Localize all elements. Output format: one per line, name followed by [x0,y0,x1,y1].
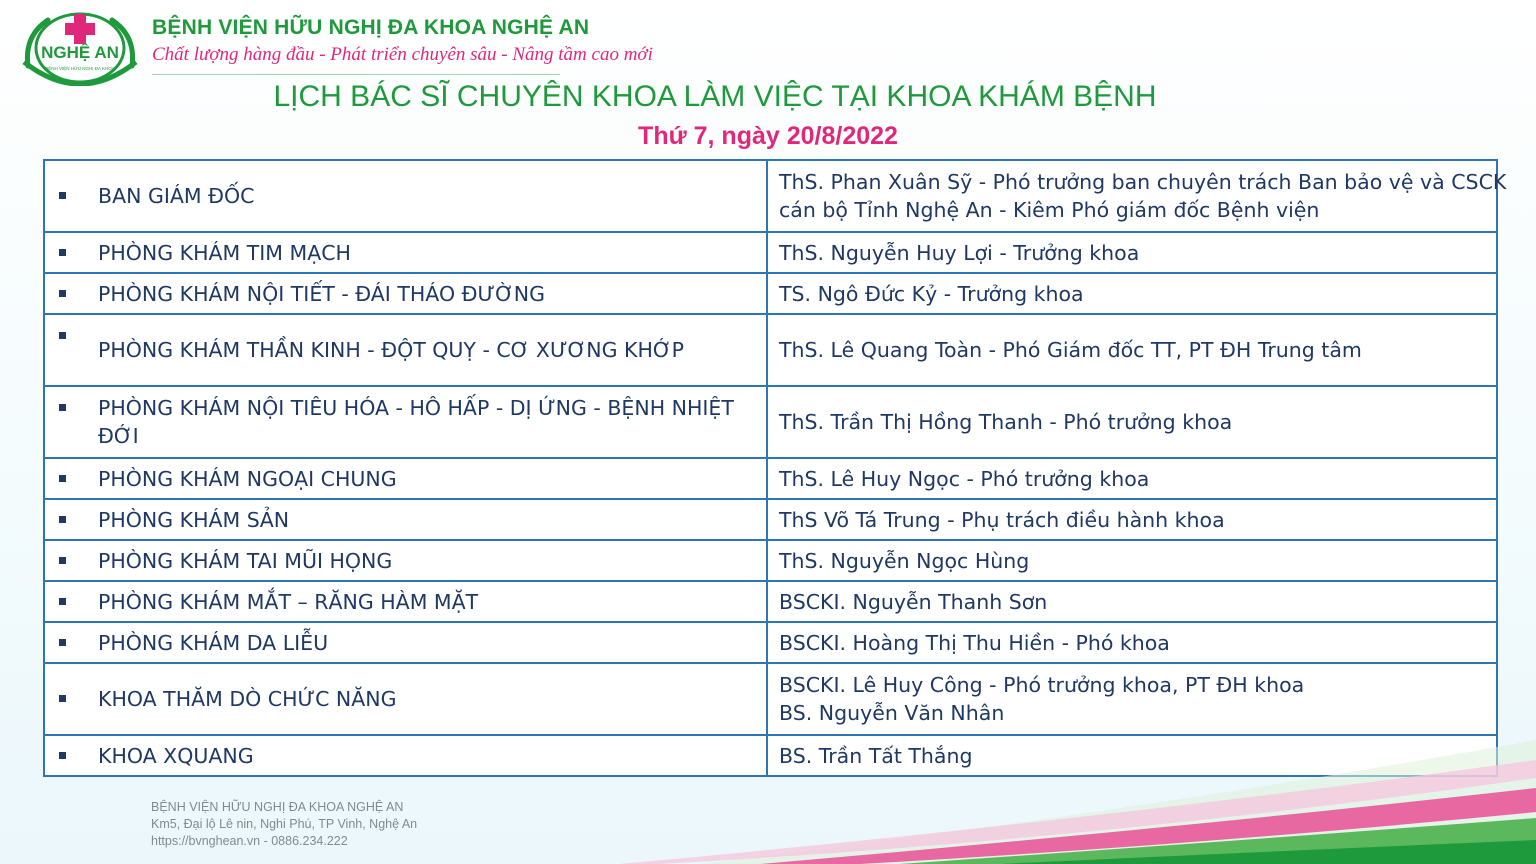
table-row [44,314,1497,386]
doctor-cell: ThS Võ Tá Trung - Phụ trách điều hành khoa [767,499,1497,540]
doctor-cell: ThS. Nguyễn Huy Lợi - Trưởng khoa [767,232,1497,273]
table-row [44,273,1497,314]
department-cell: KHOA THĂM DÒ CHỨC NĂNG [44,663,767,735]
department-cell: PHÒNG KHÁM TIM MẠCH [44,232,767,273]
doctor-cell: ThS. Phan Xuân Sỹ - Phó trưởng ban chuyên trách Ban bảo vệ và CSCK cán bộ Tỉnh Nghệ An - Kiêm Phó giám đốc Bệnh viện [767,160,1497,232]
bullet-icon [59,475,66,482]
department-cell: PHÒNG KHÁM THẦN KINH - ĐỘT QUỴ - CƠ XƯƠNG KHỚP [44,314,767,386]
bullet-icon [59,290,66,297]
footer-address-line: Km5, Đại lộ Lê nin, Nghi Phú, TP Vinh, Nghệ An [151,817,418,831]
bullet-icon [59,192,66,199]
table-row [44,232,1497,273]
department-cell: PHÒNG KHÁM NGOẠI CHUNG [44,458,767,499]
table-row [44,499,1497,540]
department-cell: PHÒNG KHÁM MẮT – RĂNG HÀM MẶT [44,581,767,622]
slogan: Chất lượng hàng đầu - Phát triển chuyên sâu - Nâng tầm cao mới [152,44,653,65]
footer-contact: https://bvnghean.vn - 0886.234.222 [151,834,348,848]
doctor-cell: ThS. Lê Quang Toàn - Phó Giám đốc TT, PT ĐH Trung tâm [767,314,1497,386]
bullet-icon [59,516,66,523]
department-cell: PHÒNG KHÁM NỘI TIÊU HÓA - HÔ HẤP - DỊ ỨNG - BỆNH NHIỆT ĐỚI [44,386,767,458]
schedule-date: Thứ 7, ngày 20/8/2022 [638,122,898,150]
table-row [44,581,1497,622]
hospital-logo [18,6,142,86]
hospital-name: BỆNH VIỆN HỮU NGHỊ ĐA KHOA NGHỆ AN [152,16,590,39]
bullet-icon [59,639,66,646]
doctor-cell: ThS. Trần Thị Hồng Thanh - Phó trưởng khoa [767,386,1497,458]
department-cell: PHÒNG KHÁM SẢN [44,499,767,540]
table-row [44,386,1497,458]
department-cell: PHÒNG KHÁM DA LIỄU [44,622,767,663]
doctor-cell: BSCKI. Lê Huy Công - Phó trưởng khoa, PT ĐH khoa BS. Nguyễn Văn Nhân [767,663,1497,735]
department-cell: PHÒNG KHÁM NỘI TIẾT - ĐÁI THÁO ĐƯỜNG [44,273,767,314]
logo-text: NGHỆ AN [41,43,119,62]
schedule-table [43,159,1507,777]
table-row [44,622,1497,663]
table-row [44,540,1497,581]
bullet-icon [59,557,66,564]
doctor-cell: BS. Trần Tất Thắng [767,735,1497,776]
bullet-icon [59,249,66,256]
page-title: LỊCH BÁC SĨ CHUYÊN KHOA LÀM VIỆC TẠI KHOA KHÁM BỆNH [273,80,1157,113]
doctor-cell: BSCKI. Hoàng Thị Thu Hiền - Phó khoa [767,622,1497,663]
logo-small-text: BỆNH VIỆN HỮU NGHỊ ĐA KHOA [45,66,115,71]
doctor-cell: BSCKI. Nguyễn Thanh Sơn [767,581,1497,622]
header-divider [152,74,560,75]
doctor-cell: ThS. Lê Huy Ngọc - Phó trưởng khoa [767,458,1497,499]
bullet-icon [59,332,66,339]
department-cell: BAN GIÁM ĐỐC [44,160,767,232]
department-cell: KHOA XQUANG [44,735,767,776]
department-cell: PHÒNG KHÁM TAI MŨI HỌNG [44,540,767,581]
table-row [44,458,1497,499]
bullet-icon [59,404,66,411]
footer-hospital-name: BỆNH VIỆN HỮU NGHỊ ĐA KHOA NGHỆ AN [151,800,404,814]
bullet-icon [59,598,66,605]
table-row [44,160,1497,232]
footer-address [151,799,417,850]
doctor-cell: TS. Ngô Đức Kỷ - Trưởng khoa [767,273,1497,314]
doctor-cell: ThS. Nguyễn Ngọc Hùng [767,540,1497,581]
